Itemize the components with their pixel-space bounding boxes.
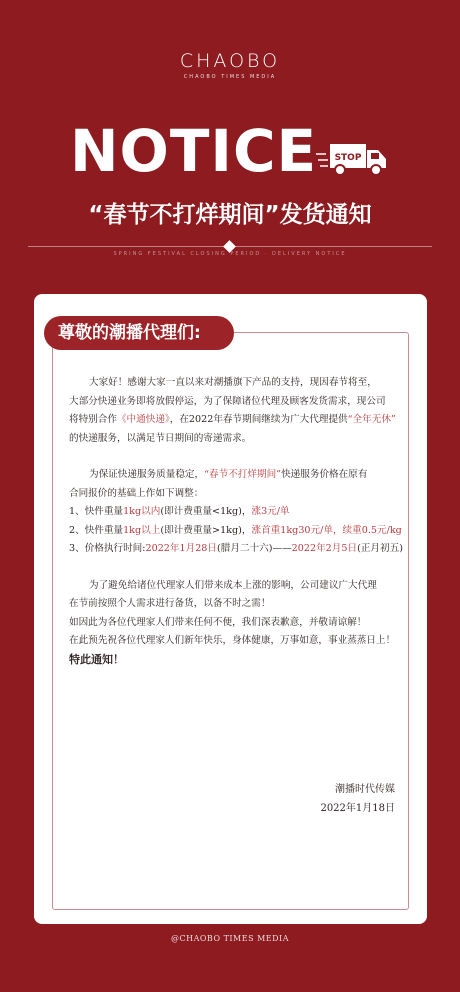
- paragraph-1-line-3: 将特别合作《中通快递》，在2022年春节期间继续为广大代理提供“全年无休”: [69, 414, 396, 425]
- courier-name: 《中通快递》: [116, 414, 170, 425]
- closing-line: 特此通知！: [69, 652, 124, 666]
- paragraph-1-line-2: 大部分快递业务即将放假停运，为了保障诸位代理及顾客发货需求，现公司: [69, 395, 386, 407]
- paragraph-3-line-2: 在节前按照个人需求进行备货，以备不时之需！: [69, 598, 271, 609]
- logo-text: CHAOBO: [179, 50, 281, 72]
- brand-logo: [0, 50, 460, 80]
- delivery-truck-icon: [316, 140, 390, 178]
- paragraph-3-line-1: 为了避免给诸位代理家人们带来成本上涨的影响，公司建议广大代理: [89, 579, 377, 591]
- truck-sign-text: STOP: [334, 153, 362, 163]
- date: 2022年1月18日: [320, 803, 395, 814]
- all-year-service: “全年无休”: [347, 414, 396, 425]
- paragraph-5: 在此预先祝各位代理家人们新年快乐，身体健康，万事如意，事业蒸蒸日上！: [69, 635, 396, 646]
- salutation-tag: 尊敬的潮播代理们:: [44, 316, 234, 350]
- price-item-1: 1、快件重量1kg以内(即计费重量<1kg)，涨3元/单: [69, 506, 290, 517]
- paragraph-1-line-4: 的快递服务，以满足节日期间的寄递需求。: [69, 432, 252, 444]
- divider-caption: SPRING FESTIVAL CLOSING PERIOD · DELIVERY NOTICE: [113, 251, 347, 257]
- letter-body: [69, 374, 405, 669]
- signature: 潮播时代传媒: [335, 784, 395, 795]
- paragraph-2-line-2: 合同报价的基础上作如下调整：: [69, 487, 204, 499]
- logo-subtitle: CHAOBO TIMES MEDIA: [183, 74, 277, 80]
- notice-title: NOTICE: [70, 117, 318, 185]
- price-item-2: 2、快件重量1kg以上(即计费重量>1kg)，涨首重1kg30元/单，续重0.5元/kg: [69, 524, 402, 536]
- paragraph-2-line-1: 为保证快递服务质量稳定，“春节不打烊期间”快递服务价格在原有: [89, 469, 368, 480]
- footer-credit: @CHAOBO TIMES MEDIA: [171, 934, 289, 943]
- paragraph-4: 如因此为各位代理家人们带来任何不便，我们深表歉意，并敬请谅解！: [69, 616, 367, 628]
- paragraph-1-line-1: 大家好！感谢大家一直以来对潮播旗下产品的支持，现因春节将至，: [89, 377, 377, 388]
- signature-block: [300, 780, 395, 818]
- price-item-3: 3、价格执行时间:2022年1月28日(腊月二十六)——2022年2月5日(正月初五): [69, 543, 403, 554]
- headline: “春节不打烊期间”发货通知: [88, 202, 372, 228]
